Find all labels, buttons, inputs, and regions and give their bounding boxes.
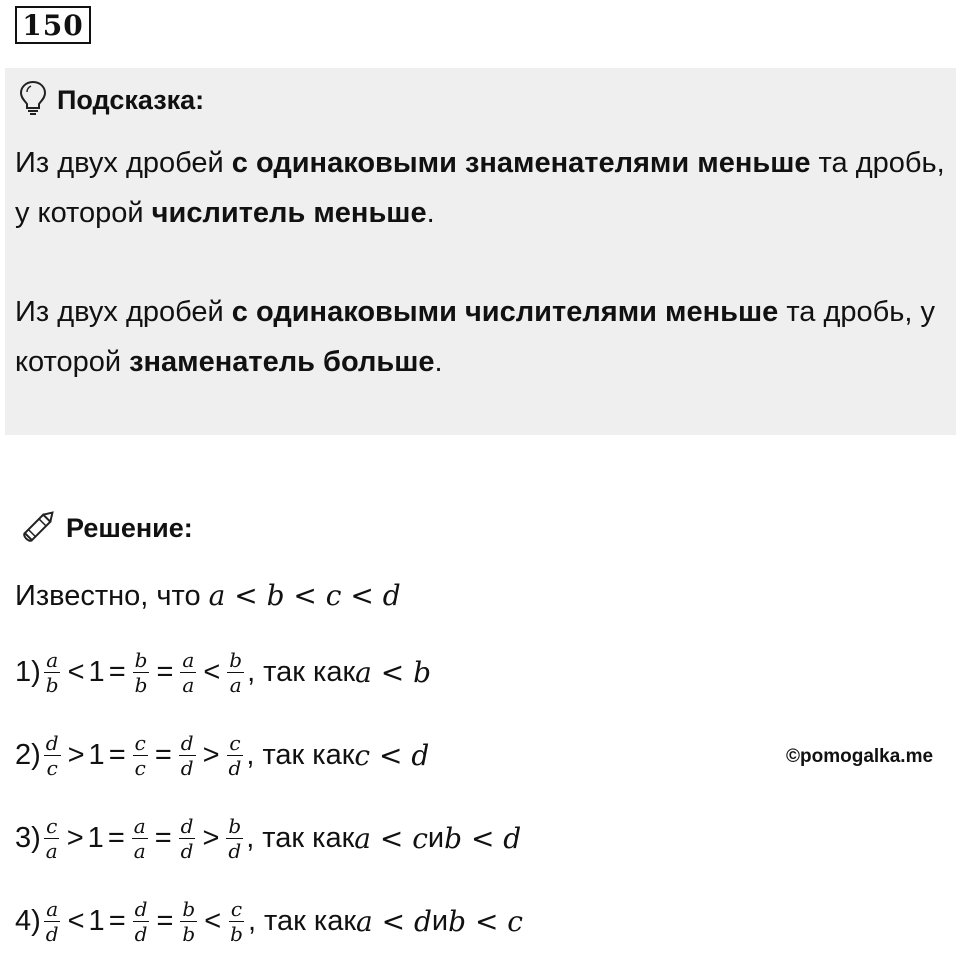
denominator: a (229, 672, 242, 697)
numerator: c (134, 730, 146, 755)
operator: > (202, 738, 220, 771)
numerator: d (180, 813, 194, 838)
step-label: 1) (15, 655, 41, 688)
equals: = (108, 904, 126, 937)
numerator: b (182, 896, 196, 921)
denominator: d (45, 921, 59, 946)
equals: = (154, 738, 172, 771)
numerator: a (182, 647, 195, 672)
denominator: d (180, 838, 194, 863)
conjunction: и (427, 821, 445, 854)
given-inequality: a < b < c < d (208, 579, 401, 612)
hint-title: Подсказка: (57, 84, 205, 115)
fraction (179, 815, 196, 862)
lightbulb-icon (19, 80, 47, 121)
solution-title: Решение: (66, 512, 193, 543)
numerator: c (46, 813, 58, 838)
denominator: d (134, 921, 148, 946)
numerator: c (229, 730, 241, 755)
fraction (227, 732, 244, 779)
bold-text: с одинаковыми числителями меньше (231, 296, 779, 328)
text: Из двух дробей (15, 296, 232, 328)
watermark: ©pomogalka.me (786, 746, 934, 767)
condition-2: b < d (444, 821, 522, 855)
operator: < (67, 904, 85, 937)
hint-header (19, 80, 204, 120)
numerator: a (133, 813, 146, 838)
fraction (133, 649, 150, 696)
reason-text: , так как (247, 904, 357, 937)
reason-text: , так как (247, 655, 356, 688)
text: та дробь, у которой (15, 147, 945, 229)
solution-step (15, 640, 431, 704)
denominator: b (45, 672, 59, 697)
bold-text: знаменатель больше (129, 346, 435, 378)
numerator: d (180, 730, 194, 755)
numerator: c (230, 896, 243, 921)
fraction (179, 732, 196, 779)
condition-1: a < b (355, 655, 432, 689)
reason-text: , так как (246, 738, 355, 771)
numerator: a (46, 647, 59, 672)
text: . (426, 197, 435, 229)
denominator: b (230, 921, 243, 946)
denominator: b (182, 921, 196, 946)
condition-2: b < c (448, 904, 523, 938)
numerator: b (229, 647, 243, 672)
conjunction: и (431, 904, 449, 937)
fraction (132, 815, 148, 862)
equals: = (108, 655, 126, 688)
denominator: d (180, 755, 194, 780)
numerator: d (45, 730, 59, 755)
solution-step (15, 806, 521, 870)
fraction (133, 898, 150, 945)
step-label: 4) (15, 904, 41, 937)
condition-1: c < d (354, 738, 430, 772)
solution-header (18, 507, 193, 549)
numerator: b (228, 813, 242, 838)
denominator: d (228, 838, 242, 863)
equals: = (156, 655, 174, 688)
denominator: b (134, 672, 148, 697)
fraction (44, 649, 61, 696)
reason-text: , так как (246, 821, 355, 854)
one: 1 (88, 655, 105, 688)
denominator: a (45, 838, 58, 863)
equals: = (108, 738, 126, 771)
given-text: Известно, что (15, 580, 209, 612)
bold-text: числитель меньше (151, 197, 427, 229)
equals: = (156, 904, 174, 937)
equals: = (154, 821, 172, 854)
fraction (44, 898, 61, 945)
denominator: c (134, 755, 146, 780)
one: 1 (87, 821, 104, 854)
operator: > (66, 821, 84, 854)
text: . (434, 346, 443, 378)
denominator: c (46, 755, 58, 780)
task-number: 150 (15, 6, 91, 44)
operator: > (202, 821, 220, 854)
hint-paragraph-2 (15, 287, 945, 387)
fraction (180, 649, 196, 696)
denominator: a (133, 838, 146, 863)
fraction (44, 732, 61, 779)
fraction (226, 815, 243, 862)
step-label: 3) (15, 821, 41, 854)
operator: > (67, 738, 85, 771)
given-statement (15, 575, 401, 617)
one: 1 (88, 738, 105, 771)
pencil-icon (18, 505, 60, 552)
solution-step (15, 889, 523, 953)
step-label: 2) (15, 738, 41, 771)
text: та дробь, у которой (15, 296, 935, 378)
denominator: d (228, 755, 242, 780)
fraction (227, 649, 244, 696)
one: 1 (88, 904, 105, 937)
operator: < (67, 655, 85, 688)
condition-1: a < c (354, 821, 428, 855)
fraction (180, 898, 197, 945)
operator: < (204, 904, 222, 937)
solution-step (15, 723, 429, 787)
hint-paragraph-1 (15, 138, 945, 238)
fraction (228, 898, 245, 945)
numerator: b (134, 647, 148, 672)
equals: = (107, 821, 125, 854)
numerator: a (46, 896, 59, 921)
text: Из двух дробей (15, 147, 232, 179)
numerator: d (134, 896, 148, 921)
hint-panel (5, 68, 956, 435)
fraction (44, 815, 60, 862)
operator: < (203, 655, 221, 688)
bold-text: с одинаковыми знаменателями меньше (231, 147, 811, 179)
condition-1: a < d (356, 904, 432, 938)
fraction (133, 732, 148, 779)
denominator: a (182, 672, 195, 697)
